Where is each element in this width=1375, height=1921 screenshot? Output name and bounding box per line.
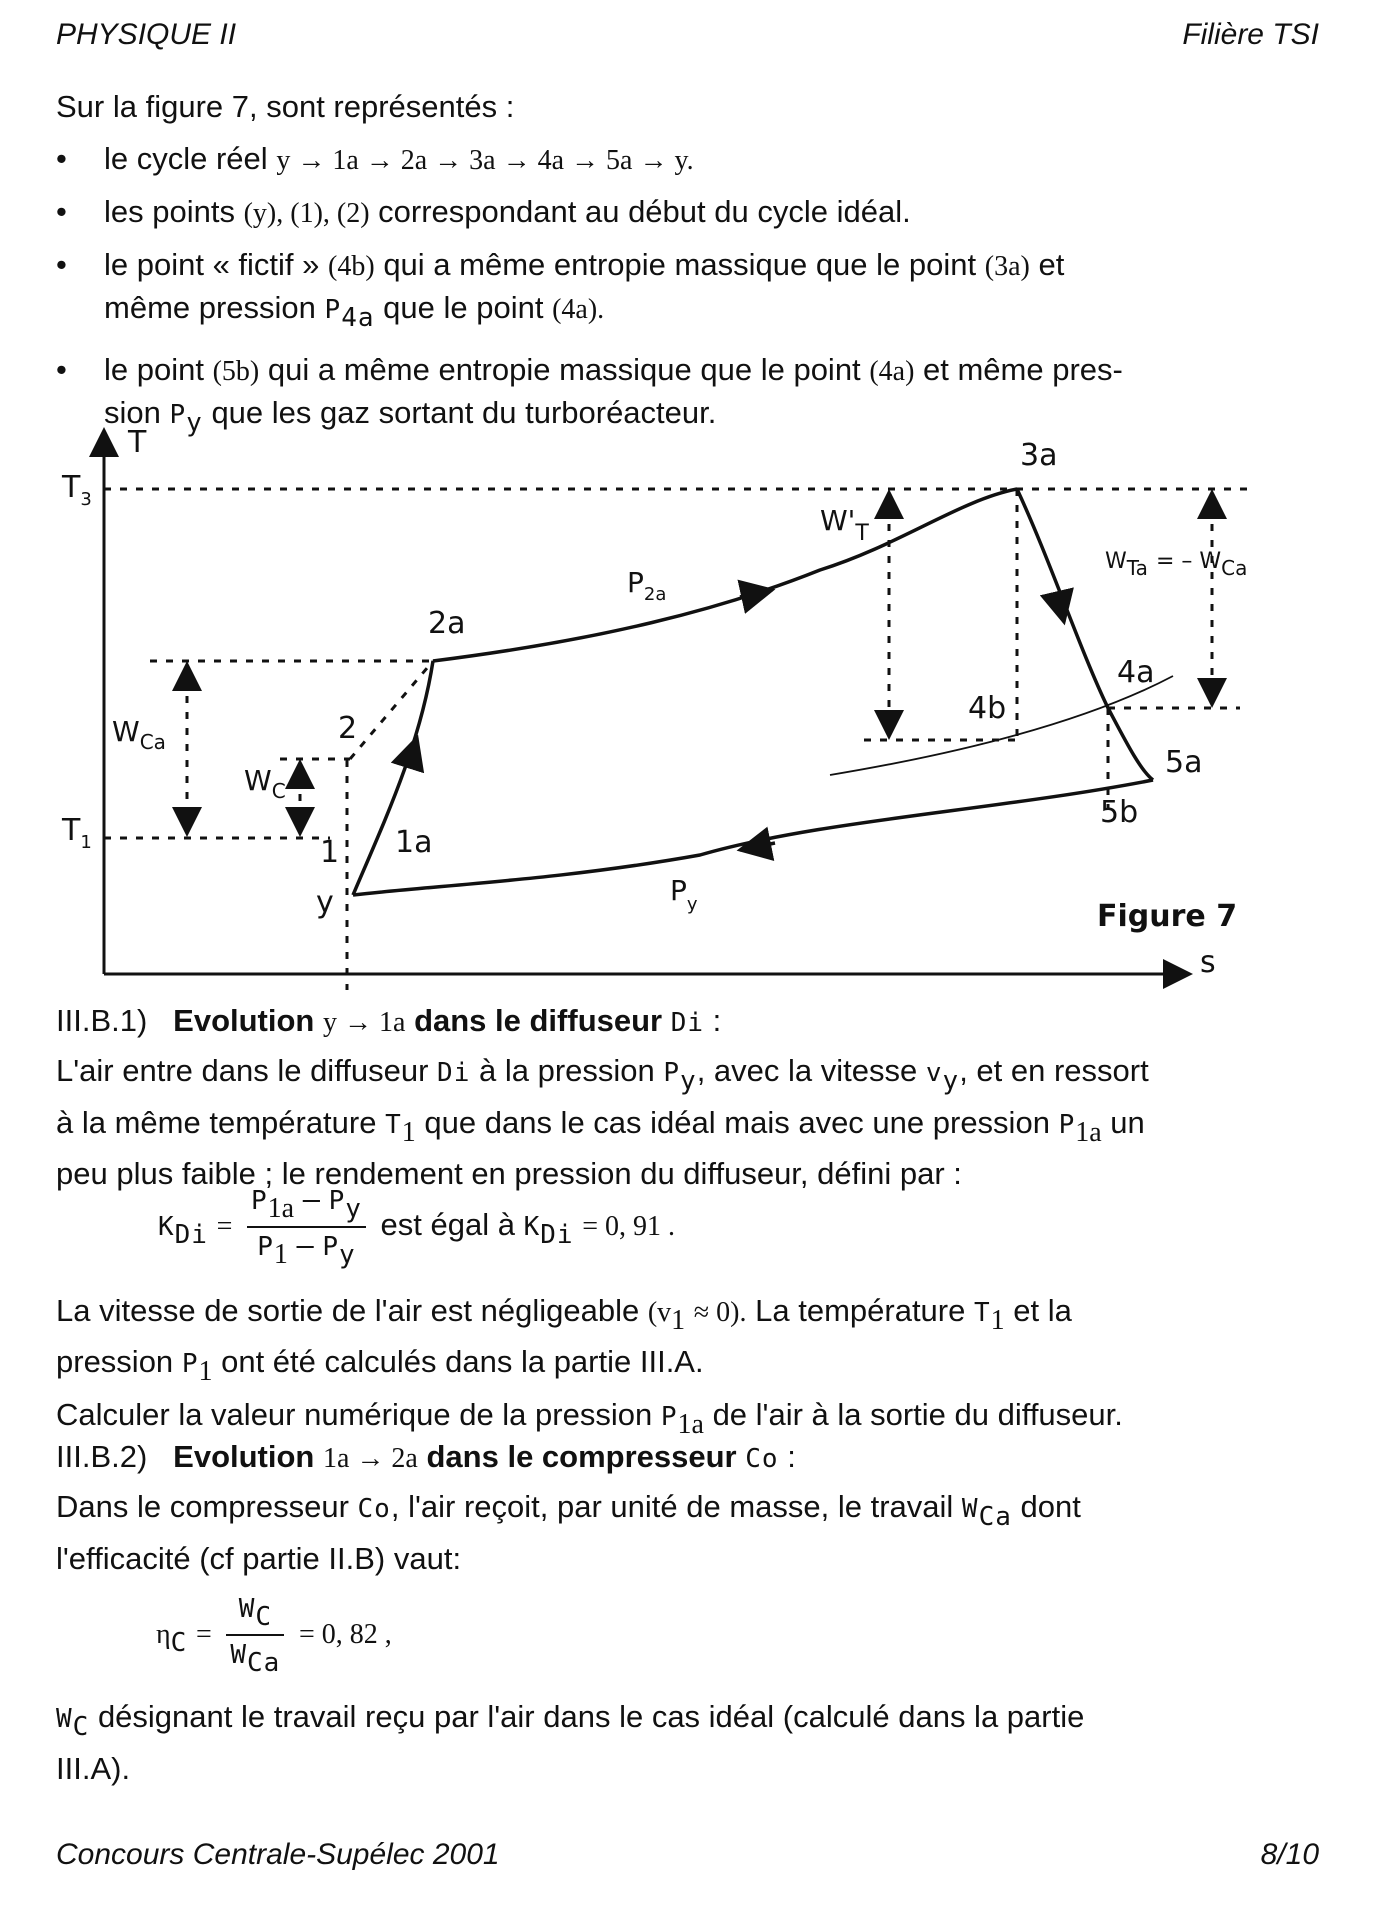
paragraph-wc: $W_C$ désignant le travail reçu par l'air dans le cas idéal (calculé dans la partie III.A). [56, 1699, 1085, 1786]
section-heading-b2: III.B.2) Evolution 1a → 2a dans le compresseur Co : [56, 1439, 796, 1474]
list-item: • le cycle réel y → 1a → 2a → 3a → 4a → 5a → y. [56, 141, 694, 176]
point-1a: 1a [395, 825, 433, 860]
t1-label: $T_1$ [62, 813, 92, 853]
label-wc: $W_C$ [244, 764, 286, 803]
point-1: 1 [320, 835, 340, 870]
label-p2a: $P_{2a}$ [627, 566, 667, 605]
cycle-5a-y [353, 780, 1153, 895]
section-heading-b1: III.B.1) Evolution y → 1a dans le diffuseur Di : [56, 1003, 722, 1038]
t3-label: $T_3$ [62, 470, 92, 510]
point-y: y [316, 885, 334, 920]
footer-page-number: 8/10 [1260, 1838, 1319, 1871]
figure-caption: Figure 7 [1097, 899, 1238, 934]
fraction-eta: $\frac{W_C}{W_{Ca}}$ [226, 1590, 284, 1680]
cycle-3a-5a [1017, 489, 1153, 780]
header-subject: PHYSIQUE II [56, 18, 237, 51]
label-py: $P_y$ [670, 874, 698, 915]
footer-contest: Concours Centrale-Supélec 2001 [56, 1838, 500, 1871]
fraction-kdi: $\frac{P1a - P_y}{P1 - P_y}$ [247, 1182, 366, 1272]
cycle-2a-3a [433, 489, 1017, 661]
header-track: Filière TSI [1182, 18, 1319, 51]
point-4b: 4b [968, 691, 1007, 726]
axis-t-label: T [128, 425, 147, 460]
paragraph-diffuseur: L'air entre dans le diffuseur Di à la pression $P_y$, avec la vitesse $v_y$, et en ressort à la même température T1 que dans le cas idéal mais avec une pression P1a un peu plus faible ; le rendement en pression du diffuseur, défini par : [56, 1053, 1149, 1191]
2-2a-guide [350, 661, 433, 759]
list-item: • le point « fictif » (4b) qui a même entropie massique que le point (3a) et même pression $P_{4a}$ que le point (4a). [56, 247, 1065, 333]
equation-eta: $\eta_C$ = $\frac{W_C}{W_{Ca}}$ = 0, 82 , [156, 1590, 1319, 1680]
axis-s-label: s [1200, 945, 1216, 980]
label-wta: WTa = – WCa [1105, 549, 1248, 580]
equation-kdi: $K_{Di}$ = $\frac{P1a - P_y}{P1 - P_y}$ est égal à $K_{Di} = 0$, 91 . [158, 1181, 675, 1270]
paragraph-compresseur: Dans le compresseur Co, l'air reçoit, par unité de masse, le travail $W_{Ca}$ dont l'efficacité (cf partie II.B) vaut: [56, 1489, 1081, 1576]
point-5b: 5b [1100, 795, 1139, 830]
label-wt: $W'_T$ [820, 504, 869, 546]
paragraph-question: Calculer la valeur numérique de la pression P1a de l'air à la sortie du diffuseur. [56, 1397, 1123, 1440]
label-wca: $W_{Ca}$ [112, 715, 166, 754]
arrow-2a-3a [740, 590, 772, 597]
point-5a: 5a [1165, 745, 1203, 780]
point-2: 2 [338, 711, 358, 746]
point-2a: 2a [428, 606, 466, 641]
point-4a: 4a [1117, 655, 1155, 690]
intro-text: Sur la figure 7, sont représentés : [56, 89, 515, 124]
point-3a: 3a [1020, 438, 1058, 473]
list-item: • le point (5b) qui a même entropie massique que le point (4a) et même pres- sion $P_y$ que les gaz sortant du turboréacteur. [56, 352, 1123, 438]
list-item: • les points (y), (1), (2) correspondant au début du cycle idéal. [56, 194, 911, 229]
paragraph-vitesse: La vitesse de sortie de l'air est négligeable (v1 ≈ 0). La température T1 et la pression P1 ont été calculés dans la partie III.A. [56, 1293, 1072, 1387]
